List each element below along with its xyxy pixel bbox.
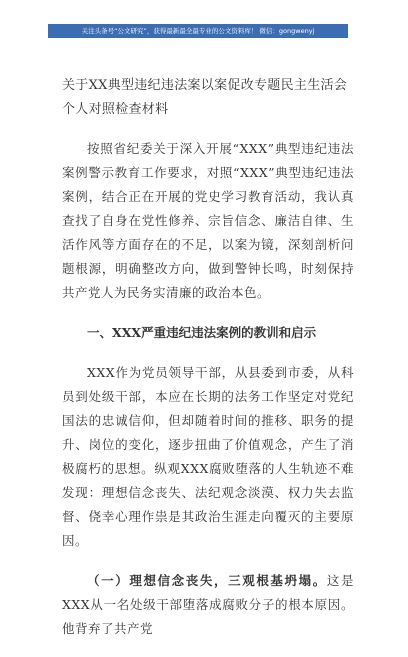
header-banner: 关注头条号“公文研究”，获得最新最全最专业的公文资料库！ 微信：gongwenyj (48, 24, 348, 38)
subsection-1-text: 这是XXX从一名处级干部堕落成腐败分子的根本原因。他背弃了共产党 (62, 573, 354, 636)
subsection-heading-1: （一）理想信念丧失，三观根基坍塌。 (87, 573, 327, 588)
intro-paragraph: 按照省纪委关于深入开展“XXX”典型违纪违法案例警示教育工作要求，对照“XXX”典型违纪违法案例，结合正在开展的党史学习教育活动，我认真查找了自身在党性修养、宗旨信念、廉洁自律、生活作风等方面存在的不足，以案为镜，深刻剖析问题根源，明确整改方向，做到警钟长鸣，时刻保持共产党人为民务实清廉的政治本色。 (62, 141, 354, 300)
section-heading-1: 一、XXX严重违纪违法案例的教训和启示 (87, 325, 317, 340)
section-1-paragraph: XXX作为党员领导干部，从县委到市委，从科员到处级干部，本应在长期的法务工作坚定对党纪国法的忠诚信仰，但却随着时间的推移、职务的提升、岗位的变化，逐步扭曲了价值观念，产生了消极腐朽的思想。纵观XXX腐败堕落的人生轨迹不难发现：理想信念丧失、法纪观念淡漠、权力失去监督、侥幸心理作祟是其政治生涯走向覆灭的主要原因。 (62, 365, 354, 548)
document-page (62, 74, 354, 657)
subsection-1-paragraph (62, 569, 354, 641)
document-title: 关于XX典型违纪违法案以案促改专题民主生活会个人对照检查材料 (62, 78, 348, 117)
